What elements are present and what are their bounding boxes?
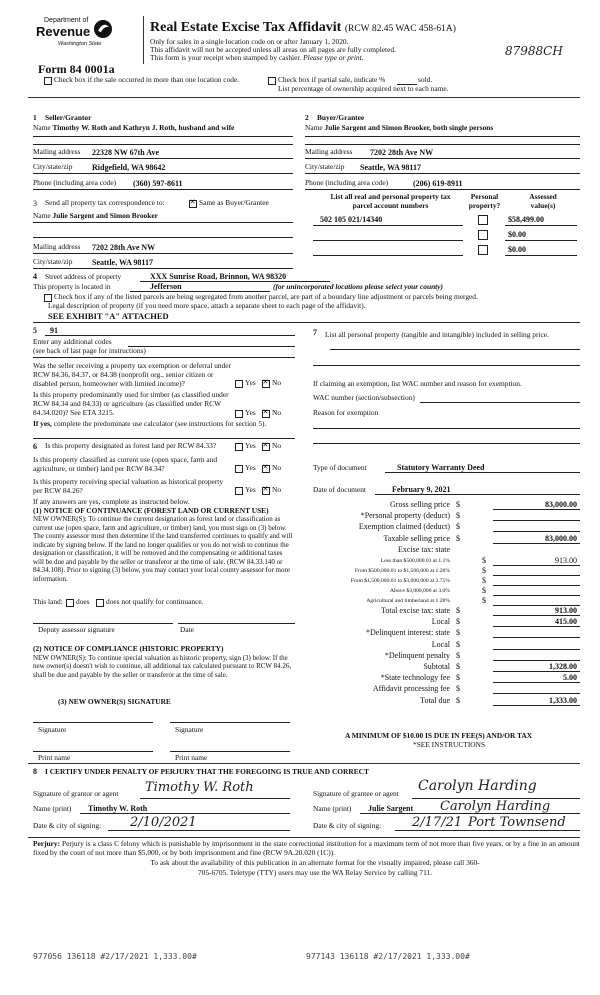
owner-signature-line-2[interactable] bbox=[170, 722, 290, 723]
enter-codes-label: Enter any additional codes bbox=[33, 337, 112, 346]
see-instructions-note: *SEE INSTRUCTIONS bbox=[413, 740, 486, 749]
no-checkbox[interactable] bbox=[262, 443, 270, 451]
buyer-heading: Buyer/Grantee bbox=[317, 113, 365, 122]
seller-city-label: City/state/zip bbox=[33, 162, 73, 171]
tax-row-underline bbox=[493, 671, 580, 672]
currency-symbol: $ bbox=[482, 556, 486, 565]
notice1-title: (1) NOTICE OF CONTINUANCE (FOREST LAND OR CURRENT USE) bbox=[33, 506, 269, 515]
currency-symbol: $ bbox=[456, 662, 460, 671]
cashier-stamp-right: 977143 136118 #2/17/2021 1,333.00# bbox=[306, 952, 470, 961]
partial-sale-checkbox[interactable] bbox=[268, 77, 276, 85]
tax-row-label: From $500,000.01 to $1,500,000 at 1.28% bbox=[354, 568, 450, 574]
section7-num: 7 bbox=[313, 328, 317, 337]
segregated-label: Check box if any of the listed parcels are being segregated from another parcel, are part of a boundary line adjustment or parcels being merged. bbox=[54, 292, 478, 301]
no-label: No bbox=[272, 485, 282, 494]
street-value[interactable]: XXX Sunrise Road, Brinnon, WA 98320 bbox=[150, 272, 287, 281]
corr-text: Send all property tax correspondence to: bbox=[45, 198, 165, 207]
parcel-number[interactable]: 502 105 021/14340 bbox=[320, 215, 383, 224]
tax-row-label: Affidavit processing fee bbox=[372, 684, 450, 694]
seller-mailing-label: Mailing address bbox=[33, 147, 81, 156]
does-checkbox[interactable] bbox=[66, 599, 74, 607]
section8-num: 8 bbox=[33, 767, 37, 776]
buyer-name-label: Name bbox=[305, 123, 323, 132]
note3-wrap bbox=[150, 54, 363, 63]
alt-format-note: To ask about the availability of this publication in an alternate format for the visually impaired, please call 360-705-6705. Teletype (TTY) users may use the WA Relay Service by calling 711. bbox=[150, 858, 480, 877]
perjury-label: Perjury: bbox=[33, 839, 61, 848]
buyer-mailing-label: Mailing address bbox=[305, 147, 353, 156]
corr-name-label: Name bbox=[33, 211, 51, 220]
tax-row-label: *Delinquent penalty bbox=[384, 650, 450, 660]
parcels-header-assessed bbox=[512, 193, 574, 211]
grantee-city[interactable]: Port Townsend bbox=[468, 815, 566, 830]
section5-num: 5 bbox=[33, 326, 37, 335]
no-checkbox[interactable] bbox=[262, 380, 270, 388]
currency-symbol: $ bbox=[456, 617, 460, 627]
tax-row-underline bbox=[493, 705, 580, 706]
perjury-note bbox=[33, 840, 580, 858]
dept-line3: Washington State bbox=[58, 41, 102, 47]
tax-row-underline bbox=[493, 682, 580, 683]
corr-city[interactable]: Seattle, WA 98117 bbox=[92, 258, 153, 267]
grantee-date[interactable]: 2/17/21 bbox=[412, 815, 463, 830]
grantor-name[interactable]: Timothy W. Roth bbox=[88, 804, 148, 813]
legal-label: Legal description of property (if you need more space, attach a separate sheet to each page of the affidavit). bbox=[48, 301, 366, 310]
notice1-text: NEW OWNER(S): To continue the current designation as forest land or classification as current use (open space, farm and agriculture, or timber) land, you must sign on (3) below. The county assessor must then determine if the land transferred continues to qualify and will indicate by signing below. If the land no longer qualifies or you do not wish to continue the designation or classification, it will be removed and the compensating or additional taxes will be due and payable by the seller or transferor at the time of sale. (RCW 84.33.140 or 84.34.108). Prior to signing (3) below, you may contact your local county assessor for more information. bbox=[33, 515, 293, 583]
grantee-name-label: Name (print) bbox=[313, 804, 352, 813]
assessed-value[interactable]: $0.00 bbox=[508, 245, 526, 254]
tax-row-label: Gross selling price bbox=[390, 500, 450, 509]
tax-row-value[interactable]: 913.00 bbox=[555, 556, 577, 565]
assessed-value[interactable]: $58,499.00 bbox=[508, 215, 544, 224]
notice2-title: (2) NOTICE OF COMPLIANCE (HISTORIC PROPERTY) bbox=[33, 644, 224, 653]
tax-row-underline bbox=[493, 649, 580, 650]
section6-num: 6 bbox=[33, 442, 37, 451]
located-value[interactable]: Jefferson bbox=[150, 282, 182, 291]
no-label: No bbox=[272, 378, 282, 387]
corr-mailing-label: Mailing address bbox=[33, 242, 81, 251]
multi-location-checkbox[interactable] bbox=[44, 77, 52, 85]
tax-row-underline bbox=[493, 575, 580, 576]
title-ref: (RCW 82.45 WAC 458-61A) bbox=[344, 24, 456, 34]
yes-checkbox[interactable] bbox=[235, 487, 243, 495]
tax-row-underline bbox=[493, 637, 580, 638]
note3-italic: Please type or print. bbox=[303, 53, 364, 62]
note3: This form is your receipt when stamped by cashier. bbox=[150, 53, 302, 62]
buyer-mailing[interactable]: 7202 28th Ave NW bbox=[370, 148, 434, 157]
tax-row-underline bbox=[493, 565, 580, 566]
street-label: Street address of property bbox=[45, 272, 122, 281]
tax-row-label: Taxable selling price bbox=[383, 533, 450, 543]
tax-row-label: Local bbox=[431, 639, 450, 649]
currency-symbol: $ bbox=[456, 500, 460, 509]
cashier-stamp-left: 977056 136118 #2/17/2021 1,333.00# bbox=[33, 952, 197, 961]
parcels-h-assessed2: value(s) bbox=[530, 200, 556, 210]
yes-checkbox[interactable] bbox=[235, 443, 243, 451]
deputy-signature-line[interactable] bbox=[33, 623, 173, 624]
tax-row-value[interactable]: 415.00 bbox=[555, 617, 577, 627]
owner-print-line-2[interactable] bbox=[170, 751, 290, 752]
currency-symbol: $ bbox=[482, 596, 486, 605]
yes-label: Yes bbox=[245, 441, 256, 450]
seller-num: 1 bbox=[33, 113, 37, 122]
wac-label: WAC number (section/subsection) bbox=[313, 393, 415, 402]
deputy-date-label: Date bbox=[180, 625, 194, 634]
tax-row-underline bbox=[493, 531, 580, 532]
buyer-phone[interactable]: (206) 619-8911 bbox=[413, 179, 463, 188]
grantee-name[interactable]: Julie Sargent bbox=[368, 804, 414, 813]
tax-row-underline bbox=[493, 595, 580, 596]
personal-property-checkbox[interactable] bbox=[478, 215, 488, 225]
parcels-header-personal bbox=[462, 193, 507, 211]
q-timber: Is this property predominantly used for timber (as classified under RCW 84.34 and 84.33) or agriculture (as classified under RCW 84.34.020)? See ETA 3215. bbox=[33, 390, 229, 417]
minimum-note: A MINIMUM OF $10.00 IS DUE IN FEE(S) AND/OR TAX bbox=[345, 731, 533, 740]
currency-symbol: $ bbox=[456, 606, 460, 615]
no-checkbox[interactable] bbox=[262, 487, 270, 495]
parcels-h-personal: Personal bbox=[470, 192, 499, 201]
seller-name-row bbox=[33, 124, 234, 133]
tax-row-label: Total due bbox=[420, 695, 450, 705]
perjury-text: Perjury is a class C felony which is punishable by imprisonment in the state correctional institution for a maximum term of not more than five years, or by a fine in an amount fixed by the court of not more than $5,000, or by both imprisonment and fine (RCW 9A.20.020 (1C)). bbox=[33, 839, 580, 857]
sold-label: sold. bbox=[418, 75, 433, 84]
tax-row-label: Excise tax: state bbox=[398, 544, 450, 554]
currency-symbol: $ bbox=[456, 695, 460, 705]
does-label: does bbox=[76, 597, 90, 606]
parcels-header-list bbox=[318, 193, 463, 211]
currency-symbol: $ bbox=[456, 533, 460, 543]
currency-symbol: $ bbox=[482, 576, 486, 585]
yes-label: Yes bbox=[245, 485, 256, 494]
signature-label-1: Signature bbox=[38, 725, 67, 734]
yes-label: Yes bbox=[245, 378, 256, 387]
if-yes-rest: complete the predominate use calculator (see instructions for section 5). bbox=[53, 419, 267, 428]
form-number: Form 84 0001a bbox=[38, 62, 115, 76]
section5-code[interactable]: 91 bbox=[50, 326, 58, 335]
owner-signature-line-1[interactable] bbox=[33, 722, 153, 723]
tax-row-label: Agricultural and timberland at 1.28% bbox=[366, 598, 450, 604]
list-pct-note: List percentage of ownership acquired next to each name. bbox=[278, 84, 449, 93]
currency-symbol: $ bbox=[456, 684, 460, 694]
grantor-date-label: Date & city of signing: bbox=[33, 821, 102, 830]
see-back-label: (see back of last page for instructions) bbox=[33, 346, 146, 355]
grantee-date-label: Date & city of signing: bbox=[313, 821, 382, 830]
form-title bbox=[150, 20, 456, 37]
new-owner-sig-title: (3) NEW OWNER(S) SIGNATURE bbox=[58, 697, 171, 706]
no-label: No bbox=[272, 408, 282, 417]
tax-row-underline bbox=[493, 520, 580, 521]
yes-checkbox[interactable] bbox=[235, 380, 243, 388]
dept-line2: Revenue bbox=[36, 24, 91, 39]
owner-print-line-1[interactable] bbox=[33, 751, 153, 752]
additional-codes-field[interactable] bbox=[128, 346, 295, 347]
dor-logo bbox=[28, 14, 118, 54]
does-not-label: does not qualify for continuance. bbox=[106, 597, 204, 606]
does-not-checkbox[interactable] bbox=[96, 599, 104, 607]
corr-city-label: City/state/zip bbox=[33, 257, 73, 266]
tax-row-underline bbox=[493, 615, 580, 616]
note1: Only for sales in a single location code on or after January 1, 2020. bbox=[150, 37, 349, 46]
corr-name[interactable]: Julie Sargent and Simon Brooker bbox=[52, 211, 158, 220]
signature-label-2: Signature bbox=[175, 725, 204, 734]
q-forest: Is this property designated as forest land per RCW 84.33? bbox=[45, 441, 217, 450]
if-yes-bold: If yes, bbox=[33, 419, 52, 428]
currency-symbol: $ bbox=[482, 566, 486, 575]
note2: This affidavit will not be accepted unless all areas on all pages are fully completed. bbox=[150, 45, 396, 54]
currency-symbol: $ bbox=[456, 522, 460, 532]
grantor-name-label: Name (print) bbox=[33, 804, 72, 813]
located-label: This property is located in bbox=[33, 282, 111, 291]
legal-description[interactable]: SEE EXHIBIT "A" ATTACHED bbox=[48, 311, 169, 321]
if-yes-note bbox=[33, 420, 295, 429]
q-exemption: Was the seller receiving a property tax exemption or deferral under RCW 84.36, 84.37, or 84.38 (nonprofit org., senior citizen or disabled person, homeowner with limited income)? bbox=[33, 361, 232, 388]
no-label: No bbox=[272, 463, 282, 472]
q-historic: Is this property receiving special valuation as historical property per RCW 84.26? bbox=[33, 477, 224, 495]
currency-symbol: $ bbox=[482, 586, 486, 595]
currency-symbol: $ bbox=[456, 628, 460, 638]
corr-num: 3 bbox=[33, 199, 37, 208]
certify-statement: I CERTIFY UNDER PENALTY OF PERJURY THAT THE FOREGOING IS TRUE AND CORRECT bbox=[45, 767, 369, 776]
grantor-sig-label: Signature of grantor or agent bbox=[33, 789, 119, 798]
multi-location-label: Check box if the sale occurred in more than one location code. bbox=[54, 75, 240, 84]
tax-row-label: From $1,500,000.01 to $3,000,000 at 2.75% bbox=[350, 578, 450, 584]
logo-swirl-icon bbox=[92, 18, 114, 43]
tax-row-underline bbox=[493, 509, 580, 510]
print-name-label-2: Print name bbox=[175, 753, 208, 762]
currency-symbol: $ bbox=[456, 511, 460, 521]
buyer-name[interactable]: Julie Sargent and Simon Brooker, both single persons bbox=[324, 123, 494, 132]
tax-row-label: *Delinquent interest: state bbox=[366, 628, 450, 638]
yes-checkbox[interactable] bbox=[235, 410, 243, 418]
this-land-label: This land: bbox=[33, 597, 63, 606]
currency-symbol: $ bbox=[456, 639, 460, 649]
corr-name-row bbox=[33, 212, 158, 221]
seller-name[interactable]: Timothy W. Roth and Kathryn J. Roth, husband and wife bbox=[52, 123, 235, 132]
grantor-date[interactable]: 2/10/2021 bbox=[130, 815, 197, 830]
corr-mailing[interactable]: 7202 28th Ave NW bbox=[92, 243, 156, 252]
no-label: No bbox=[272, 441, 282, 450]
seller-phone-label: Phone (including area code) bbox=[33, 178, 117, 187]
same-as-buyer-checkbox[interactable] bbox=[189, 200, 197, 208]
section7-text: List all personal property (tangible and intangible) included in selling price. bbox=[325, 330, 549, 339]
reason-label: Reason for exemption bbox=[313, 408, 379, 417]
deputy-sig-label: Deputy assessor signature bbox=[38, 625, 115, 634]
tax-row-label: Exemption claimed (deduct) bbox=[358, 522, 450, 532]
tax-row-underline bbox=[493, 693, 580, 694]
notice2-text: NEW OWNER(S): To continue special valuation as historic property, sign (3) below. If the new owner(s) doesn't wish to continue, all additional tax calculated pursuant to RCW 84.26, shall be due and payable by the seller or transferor at the time of sale. bbox=[33, 654, 292, 679]
buyer-city-label: City/state/zip bbox=[305, 162, 345, 171]
yes-checkbox[interactable] bbox=[235, 465, 243, 473]
seller-city[interactable]: Ridgefield, WA 98642 bbox=[92, 163, 166, 172]
property-num: 4 bbox=[33, 272, 37, 281]
tax-row-label: *State technology fee bbox=[380, 673, 450, 683]
seller-name-label: Name bbox=[33, 123, 51, 132]
wac-field[interactable] bbox=[420, 402, 580, 403]
parcels-h-list: List all real and personal property tax bbox=[330, 192, 451, 201]
tax-row-label: Total excise tax: state bbox=[381, 606, 450, 615]
same-as-buyer-label: Same as Buyer/Grantee bbox=[199, 198, 269, 207]
title-text: Real Estate Excise Tax Affidavit bbox=[150, 20, 342, 35]
partial-sale-label: Check box if partial sale, indicate % bbox=[278, 75, 386, 84]
no-checkbox[interactable] bbox=[262, 410, 270, 418]
tax-row-value[interactable]: 83,000.00 bbox=[545, 533, 577, 543]
currency-symbol: $ bbox=[456, 673, 460, 683]
deputy-date-line[interactable] bbox=[178, 623, 295, 624]
buyer-city[interactable]: Seattle, WA 98117 bbox=[360, 163, 421, 172]
doc-type[interactable]: Statutory Warranty Deed bbox=[397, 463, 485, 472]
doc-type-label: Type of document bbox=[313, 463, 367, 472]
dept-line1: Department of bbox=[44, 17, 89, 24]
tax-row-value[interactable]: 913.00 bbox=[555, 606, 577, 615]
buyer-num: 2 bbox=[305, 113, 309, 122]
exemption-label: If claiming an exemption, list WAC number and reason for exemption. bbox=[313, 379, 522, 388]
tax-row-value[interactable]: 5.00 bbox=[563, 673, 577, 683]
seller-phone[interactable]: (360) 597-8611 bbox=[133, 179, 183, 188]
parcels-h-list2: parcel account numbers bbox=[352, 200, 429, 210]
personal-property-checkbox[interactable] bbox=[478, 230, 488, 240]
personal-property-checkbox[interactable] bbox=[478, 245, 488, 255]
tax-row-value[interactable]: 1,328.00 bbox=[549, 662, 577, 671]
tax-row-label: Local bbox=[431, 617, 450, 627]
grantee-sig-label: Signature of grantee or agent bbox=[313, 789, 399, 798]
seller-mailing[interactable]: 22328 NW 67th Ave bbox=[92, 148, 160, 157]
no-checkbox[interactable] bbox=[262, 465, 270, 473]
grantee-signature[interactable]: Carolyn Harding bbox=[418, 778, 537, 794]
buyer-name-row bbox=[305, 124, 493, 133]
tax-row-underline bbox=[493, 543, 580, 544]
located-note: (for unincorporated locations please select your county) bbox=[273, 282, 443, 291]
doc-date-label: Date of document bbox=[313, 485, 366, 494]
tax-row-label: Subtotal bbox=[423, 662, 450, 671]
doc-date[interactable]: February 9, 2021 bbox=[392, 485, 451, 494]
tax-row-value[interactable]: 83,000.00 bbox=[545, 500, 577, 509]
tax-row-underline bbox=[493, 660, 580, 661]
yes-label: Yes bbox=[245, 408, 256, 417]
buyer-phone-label: Phone (including area code) bbox=[305, 178, 389, 187]
handwritten-number: 87988CH bbox=[505, 44, 563, 58]
grantor-signature[interactable]: Timothy W. Roth bbox=[145, 780, 254, 795]
parcels-h-personal2: property? bbox=[468, 200, 501, 210]
assessed-value[interactable]: $0.00 bbox=[508, 230, 526, 239]
tax-row-label: Above $3,000,000 at 3.0% bbox=[390, 588, 450, 594]
tax-row-label: Less than $500,000.01 at 1.1% bbox=[380, 558, 450, 564]
grantee-name-handwritten: Carolyn Harding bbox=[440, 799, 551, 814]
parcels-h-assessed: Assessed bbox=[529, 192, 557, 201]
yes-label: Yes bbox=[245, 463, 256, 472]
tax-row-value[interactable]: 1,333.00 bbox=[549, 695, 577, 705]
q-current-use: Is this property classified as current use (open space, farm and agriculture, or timber) land per RCW 84.34? bbox=[33, 455, 218, 473]
tax-row-underline bbox=[493, 585, 580, 586]
seller-heading: Seller/Grantor bbox=[45, 113, 92, 122]
currency-symbol: $ bbox=[456, 650, 460, 660]
tax-row-underline bbox=[493, 626, 580, 627]
tax-row-label: *Personal property (deduct) bbox=[360, 511, 450, 521]
print-name-label-1: Print name bbox=[38, 753, 71, 762]
if-any-note: If any answers are yes, complete as instructed below. bbox=[33, 497, 190, 506]
